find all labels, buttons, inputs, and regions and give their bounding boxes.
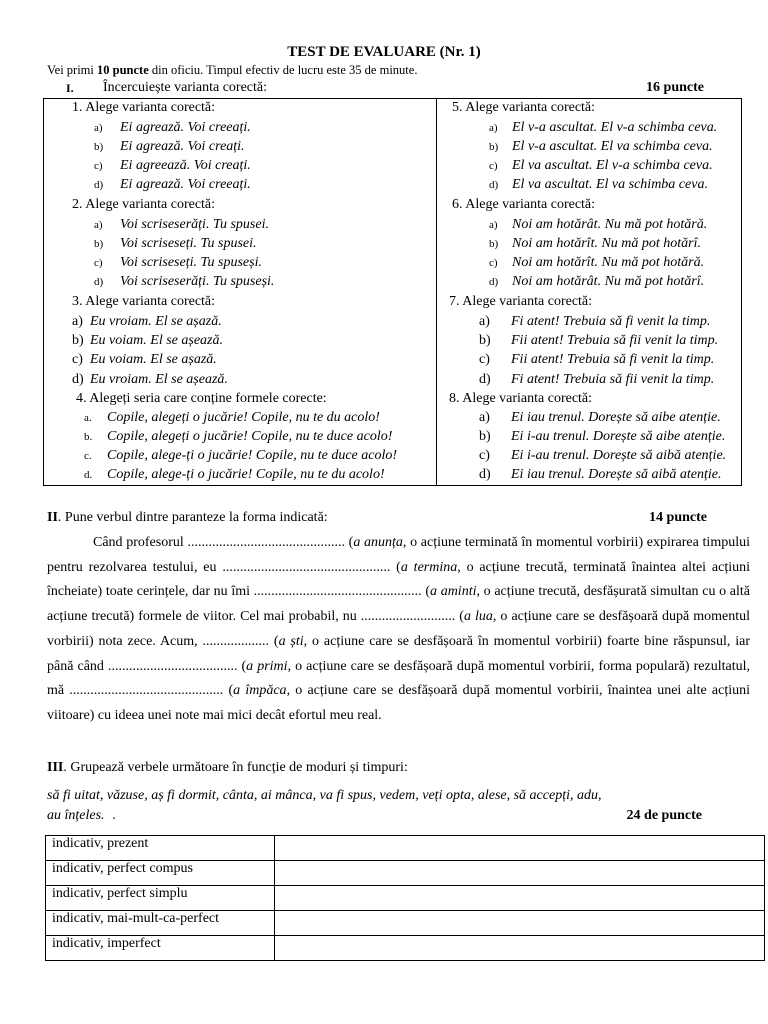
question-1-option-a[interactable]: a) Ei agrează. Voi creeați.	[94, 120, 251, 135]
question-8-option-b[interactable]: b) Ei i-au trenul. Dorește să aibe atenție.	[479, 429, 726, 444]
question-3-stem: 3. Alege varianta corectă:	[72, 294, 216, 309]
question-7-stem: 7. Alege varianta corectă:	[449, 294, 593, 309]
question-1-option-d[interactable]: d) Ei agrează. Voi creeați.	[94, 177, 251, 192]
section-2-points: 14 puncte	[649, 510, 707, 525]
question-8-option-c[interactable]: c) Ei i-au trenul. Dorește să aibă atenție.	[479, 448, 727, 463]
page-title: TEST DE EVALUARE (Nr. 1)	[287, 44, 481, 60]
multiple-choice-grid	[43, 98, 742, 486]
question-4-option-a[interactable]: a. Copile, alegeți o jucărie! Copile, nu te du acolo!	[84, 410, 380, 425]
question-4-stem: 4. Alegeți seria care conține formele corecte:	[76, 391, 327, 406]
question-2-stem: 2. Alege varianta corectă:	[72, 197, 216, 212]
question-3-option-d[interactable]: d) Eu vroiam. El se așează.	[72, 372, 228, 387]
section-3-number: III	[47, 760, 64, 775]
section-1-number: I.	[66, 81, 74, 95]
section-3-header	[47, 760, 408, 776]
section-1-points: 16 puncte	[646, 80, 704, 95]
section-2-header	[47, 510, 707, 528]
question-4-option-b[interactable]: b. Copile, alegeți o jucărie! Copile, nu te duce acolo!	[84, 429, 393, 444]
verb-list-end: au înțeles. . 24 de puncte	[47, 808, 702, 823]
row-label: indicativ, perfect compus	[46, 861, 275, 886]
question-1-option-c[interactable]: c) Ei agreează. Voi creați.	[94, 158, 251, 173]
question-1-option-b[interactable]: b) Ei agrează. Voi creați.	[94, 139, 245, 154]
section-2-number: II	[47, 510, 58, 525]
question-5-option-b[interactable]: b) El v-a ascultat. El va schimba ceva.	[489, 139, 713, 154]
question-6-stem: 6. Alege varianta corectă:	[452, 197, 596, 212]
question-3-option-b[interactable]: b) Eu voiam. El se așează.	[72, 333, 223, 348]
table-row	[46, 936, 765, 961]
question-6-option-a[interactable]: a) Noi am hotărât. Nu mă pot hotără.	[489, 217, 708, 232]
question-6-option-b[interactable]: b) Noi am hotărît. Nu mă pot hotărî.	[489, 236, 702, 251]
question-4-option-c[interactable]: c. Copile, alege-ți o jucărie! Copile, nu te duce acolo!	[84, 448, 398, 463]
question-6-option-c[interactable]: c) Noi am hotărît. Nu mă pot hotără.	[489, 255, 705, 270]
intro-line	[47, 63, 417, 78]
question-5-stem: 5. Alege varianta corectă:	[452, 100, 596, 115]
row-label: indicativ, perfect simplu	[46, 886, 275, 911]
table-row	[46, 886, 765, 911]
question-5-option-d[interactable]: d) El va ascultat. El va schimba ceva.	[489, 177, 708, 192]
grid-divider	[436, 99, 437, 485]
question-2-option-a[interactable]: a) Voi scriseserăți. Tu spusei.	[94, 217, 269, 232]
question-1-stem: 1. Alege varianta corectă:	[72, 100, 216, 115]
section-3-instruction: . Grupează verbele următoare în funcție de moduri și timpuri:	[63, 760, 408, 775]
answer-cell[interactable]	[275, 936, 765, 961]
row-label: indicativ, mai-mult-ca-perfect	[46, 911, 275, 936]
question-3-option-c[interactable]: c) Eu voiam. El se așază.	[72, 352, 217, 367]
answer-cell[interactable]	[275, 861, 765, 886]
row-label: indicativ, prezent	[46, 836, 275, 861]
intro-points: 10 puncte	[97, 63, 149, 77]
question-8-option-d[interactable]: d) Ei iau trenul. Dorește să aibă atenție.	[479, 467, 722, 482]
question-7-option-c[interactable]: c) Fii atent! Trebuia să fi venit la timp.	[479, 352, 715, 367]
section-2-instruction: . Pune verbul dintre paranteze la forma indicată:	[57, 510, 328, 525]
table-row	[46, 836, 765, 861]
answer-cell[interactable]	[275, 886, 765, 911]
verb-list: să fi uitat, văzuse, aș fi dormit, cânta, ai mânca, va fi spus, vedem, veți opta, alese, să accepți, adu,	[47, 788, 602, 803]
intro-pre: Vei primi	[47, 63, 97, 77]
question-2-option-c[interactable]: c) Voi scriseseți. Tu spuseși.	[94, 255, 262, 270]
question-8-option-a[interactable]: a) Ei iau trenul. Dorește să aibe atenție.	[479, 410, 721, 425]
table-row	[46, 911, 765, 936]
question-4-option-d[interactable]: d. Copile, alege-ți o jucărie! Copile, nu te du acolo!	[84, 467, 385, 482]
question-3-option-a[interactable]: a) Eu vroiam. El se așază.	[72, 314, 222, 329]
section-1-instruction: Încercuiește varianta corectă:	[103, 80, 268, 95]
grouping-table	[45, 835, 765, 961]
question-5-option-a[interactable]: a) El v-a ascultat. El v-a schimba ceva.	[489, 120, 718, 135]
answer-cell[interactable]	[275, 911, 765, 936]
question-8-stem: 8. Alege varianta corectă:	[449, 391, 593, 406]
section-3-points: 24 de puncte	[626, 808, 702, 823]
question-2-option-b[interactable]: b) Voi scriseseți. Tu spusei.	[94, 236, 257, 251]
fill-in-paragraph[interactable]: Când profesorul ............................................. (a anunța, o acțiune terminată în momentul vorbirii) expirarea timpului pentru rezolvarea testului, eu ................................................ (a termina, o acțiune trecută, terminată înaintea altei acțiuni încheiate) toate cerințele, dar nu îmi ................................................ (a aminti, o acțiune trecută, desfășurată simultan cu o altă acțiune trecută) formele de viitor. Cel mai probabil, nu ........................... (a lua, o acțiune care se desfășoară după momentul vorbirii) nota zece. Acum, ................... (a ști, o acțiune care se desfășoară în momentul vorbirii) foarte bine răspunsul, iar până când ..................................... (a primi, o acțiune care se desfășoară după momentul vorbirii, forma populară) rezultatul, mă ............................................ (a împăca, o acțiune care se desfășoară după momentul vorbirii, înaintea unei alte acțiuni viitoare) cu ideea unei note mai mici decât efortul meu real.	[47, 535, 751, 723]
question-7-option-b[interactable]: b) Fii atent! Trebuia să fii venit la timp.	[479, 333, 719, 348]
question-5-option-c[interactable]: c) El va ascultat. El v-a schimba ceva.	[489, 158, 713, 173]
table-row	[46, 861, 765, 886]
question-7-option-d[interactable]: d) Fi atent! Trebuia să fii venit la timp.	[479, 372, 715, 387]
row-label: indicativ, imperfect	[46, 936, 275, 961]
intro-post: din oficiu. Timpul efectiv de lucru este 35 de minute.	[148, 63, 418, 77]
question-7-option-a[interactable]: a) Fi atent! Trebuia să fi venit la timp.	[479, 314, 711, 329]
question-2-option-d[interactable]: d) Voi scriseserăți. Tu spuseși.	[94, 274, 275, 289]
question-6-option-d[interactable]: d) Noi am hotărât. Nu mă pot hotărî.	[489, 274, 705, 289]
section-1-header	[66, 80, 706, 98]
answer-cell[interactable]	[275, 836, 765, 861]
